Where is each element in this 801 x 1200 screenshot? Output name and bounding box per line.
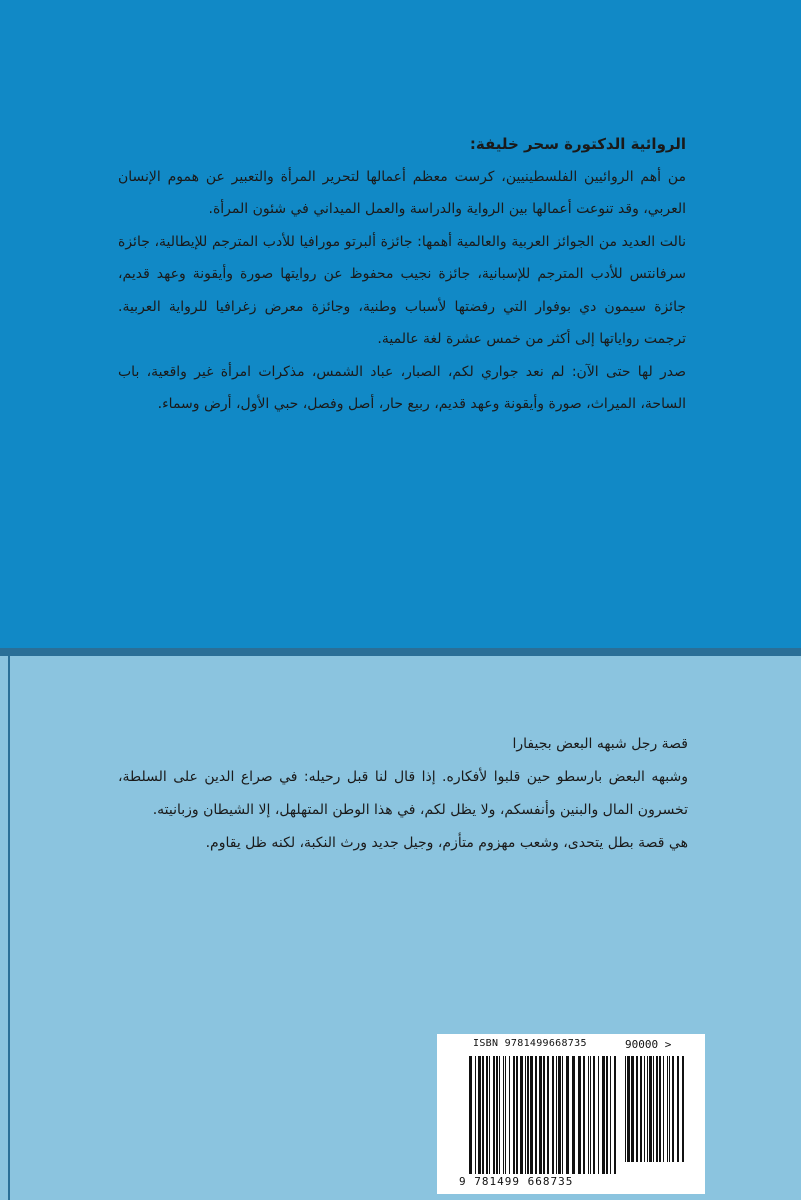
addon-barcode-bars	[625, 1056, 687, 1162]
bio-paragraph-1: من أهم الروائيين الفلسطينيين، كرست معظم أعمالها لتحرير المرأة والتعبير عن هموم الإنسان العربي، وقد تنوعت أعمالها بين الرواية والدراسة والعمل الميداني في شئون المرأة.	[118, 168, 686, 217]
barcode-number: 9 781499 668735	[459, 1175, 574, 1188]
bio-title: الروائية الدكتورة سحر خليفة:	[469, 135, 686, 153]
blurb-paragraph-1: وشبهه البعض بارسطو حين قلبوا لأفكاره. إذا قال لنا قبل رحيله: في صراع الدين على السلطة، تخسرون المال والبنين وأنفسكم، ولا يظل لكم، في هذا الوطن المتهلهل، إلا الشيطان وزبانيته.	[118, 769, 688, 818]
ean-barcode-bars	[469, 1056, 617, 1174]
price-code: 90000 >	[625, 1038, 672, 1051]
blurb-headline: قصة رجل شبهه البعض بجيفارا	[512, 736, 688, 752]
isbn-label: ISBN 9781499668735	[473, 1038, 587, 1049]
panel-divider	[0, 648, 801, 656]
bio-paragraph-2: نالت العديد من الجوائز العربية والعالمية أهمها: جائزة ألبرتو مورافيا للأدب المترجم للإيطالية، جائزة سرفانتس للأدب المترجم للإسبانية، جائزة نجيب محفوظ عن روايتها صورة وأيقونة وعهد قديم، جائزة سيمون دي بوفوار التي رفضتها لأسباب وطنية، وجائزة معرض زغرافيا للرواية العربية. ترجمت رواياتها إلى أكثر من خمس عشرة لغة عالمية.	[118, 233, 686, 347]
author-bio	[118, 128, 686, 421]
book-blurb	[118, 728, 688, 860]
blurb-paragraph-2: هي قصة بطل يتحدى، وشعب مهزوم متأزم، وجيل جديد ورث النكبة، لكنه ظل يقاوم.	[205, 835, 688, 851]
bio-paragraph-3: صدر لها حتى الآن: لم نعد جواري لكم، الصبار، عباد الشمس، مذكرات امرأة غير واقعية، باب الساحة، الميراث، صورة وأيقونة وعهد قديم، ربيع حار، أصل وفصل، حبي الأول، أرض وسماء.	[118, 363, 686, 412]
barcode-box	[437, 1034, 705, 1194]
